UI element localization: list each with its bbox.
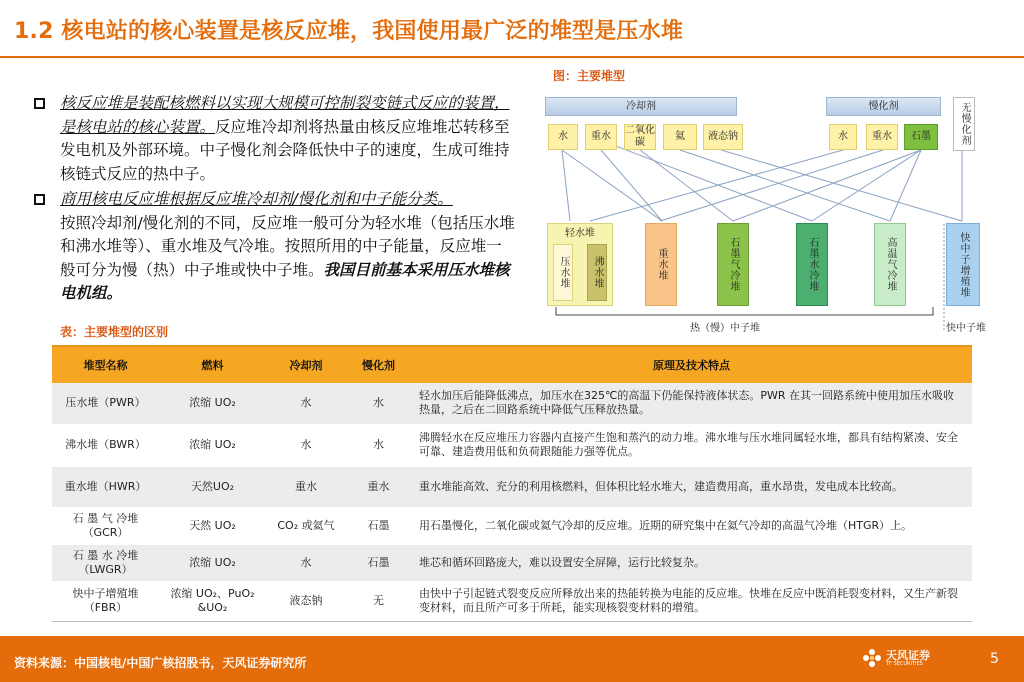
moderator-water: 水 [829,124,857,150]
bullet-2-strong: 我国目前基本采用压水堆核电机组。 [60,260,510,302]
page-number: 5 [990,651,999,667]
source-note: 资料来源：中国核电/中国广核招股书，天风证券研究所 [14,656,307,670]
cell-desc: 重水堆能高效、充分的利用核燃料，但体积比轻水堆大，建造费用高，重水昂贵，发电成本比较高。 [411,466,972,507]
logo-subtext: TF SECURITIES [886,660,923,667]
cell-coolant: 水 [266,424,346,466]
fast-reactor-label: 快中子堆 [946,323,986,334]
cell-coolant: 液态钠 [266,581,346,621]
coolant-header: 冷却剂 [545,97,737,116]
coolant-water: 水 [548,124,578,150]
bullet-2-emphasis: 商用核电反应堆根据反应堆冷却剂/慢化剂和中子能分类。 [60,190,453,208]
cell-coolant: CO₂ 或氦气 [266,507,346,544]
reactor-lwgr: 石墨水冷堆 [796,223,828,306]
reactor-hwr: 重水堆 [645,223,677,306]
company-logo [862,648,930,668]
table-caption: 表：主要堆型的区别 [60,325,169,339]
cell-name: 石 墨 水 冷堆（LWGR） [52,544,159,581]
bullet-1-text: 反应堆冷却剂将热量由核反应堆堆芯转移至发电机及外部环境。中子慢化剂会降低快中子的速度，生成可维持核链式反应的热中子。 [60,117,510,183]
checkbox-bullet-icon [34,98,45,109]
coolant-helium: 氦 [663,124,697,150]
tf-securities-logo-icon [862,648,882,668]
no-moderator-label: 无慢化剂 [953,97,975,151]
table-row [52,424,972,466]
table-row [52,507,972,544]
cell-moderator: 石墨 [346,544,411,581]
thermal-reactor-label: 热（慢）中子堆 [690,323,760,334]
cell-desc: 用石墨慢化，二氧化碳或氦气冷却的反应堆。近期的研究集中在氦气冷却的高温气冷堆（HTGR）上。 [411,507,972,544]
figure-caption: 图：主要堆型 [553,69,626,83]
cell-moderator: 水 [346,383,411,424]
coolant-liquid-sodium: 液态钠 [703,124,743,150]
bullet-1 [34,92,516,186]
table-header-row [52,346,972,383]
coolant-heavy-water: 重水 [585,124,617,150]
lwr-label: 轻水堆 [565,228,595,239]
moderator-heavy-water: 重水 [866,124,898,150]
bullet-list [34,92,516,306]
cell-fuel: 浓缩 UO₂ [159,544,266,581]
cell-desc: 由快中子引起链式裂变反应所释放出来的热能转换为电能的反应堆。快堆在反应中既消耗裂变材料，又生产新裂变材料，而且所产可多于所耗，能实现核裂变材料的增殖。 [411,581,972,621]
title-divider [0,56,1024,58]
checkbox-bullet-icon [34,194,45,205]
moderator-graphite: 石墨 [904,124,938,150]
reactor-htgr: 高温气冷堆 [874,223,906,306]
cell-coolant: 水 [266,383,346,424]
page-title: 1.2 核电站的核心装置是核反应堆，我国使用最广泛的堆型是压水堆 [14,19,684,44]
cell-moderator: 水 [346,424,411,466]
cell-coolant: 水 [266,544,346,581]
cell-fuel: 天然UO₂ [159,466,266,507]
table-row [52,581,972,621]
cell-desc: 沸腾轻水在反应堆压力容器内直接产生饱和蒸汽的动力堆。沸水堆与压水堆同属轻水堆，都具有结构紧凑、安全可靠、建造费用低和负荷跟随能力强等优点。 [411,424,972,466]
cell-fuel: 浓缩 UO₂ [159,383,266,424]
col-header-coolant: 冷却剂 [266,346,346,383]
reactor-pwr: 压水堆 [553,244,573,301]
reactor-comparison-table [52,345,972,622]
coolant-co2: 二氧化碳 [625,125,655,148]
table-row [52,383,972,424]
cell-desc: 轻水加压后能降低沸点，加压水在325℃的高温下仍能保持液体状态。PWR 在其一回路系统中使用加压水吸收热量，之后在二回路系统中降低气压释放热量。 [411,383,972,424]
cell-name: 石 墨 气 冷堆（GCR） [52,507,159,544]
table-row [52,466,972,507]
cell-fuel: 浓缩 UO₂ [159,424,266,466]
cell-name: 沸水堆（BWR） [52,424,159,466]
cell-moderator: 无 [346,581,411,621]
reactor-fbr: 快中子增殖堆 [946,223,980,306]
cell-name: 快中子增殖堆（FBR） [52,581,159,621]
bullet-2-text: 按照冷却剂/慢化剂的不同，反应堆一般可分为轻水堆（包括压水堆和沸水堆等）、重水堆及气冷堆。按照所用的中子能量，反应堆一般可分为慢（热）中子堆或快中子堆。 [60,213,515,279]
cell-moderator: 重水 [346,466,411,507]
col-header-moderator: 慢化剂 [346,346,411,383]
cell-moderator: 石墨 [346,507,411,544]
bullet-1-emphasis: 核反应堆是装配核燃料以实现大规模可控制裂变链式反应的装置，是核电站的核心装置。 [60,94,510,136]
reactor-bwr: 沸水堆 [587,244,607,301]
bullet-2 [34,188,516,306]
cell-coolant: 重水 [266,466,346,507]
reactor-gcr: 石墨气冷堆 [717,223,749,306]
cell-fuel: 浓缩 UO₂、PuO₂ &UO₂ [159,581,266,621]
col-header-name: 堆型名称 [52,346,159,383]
logo-text: 天风证券 [886,648,930,662]
cell-name: 压水堆（PWR） [52,383,159,424]
col-header-fuel: 燃料 [159,346,266,383]
cell-desc: 堆芯和循环回路庞大，难以设置安全屏障，运行比较复杂。 [411,544,972,581]
moderator-header: 慢化剂 [826,97,941,116]
cell-name: 重水堆（HWR） [52,466,159,507]
col-header-principle: 原理及技术特点 [411,346,972,383]
cell-fuel: 天然 UO₂ [159,507,266,544]
table-row [52,544,972,581]
